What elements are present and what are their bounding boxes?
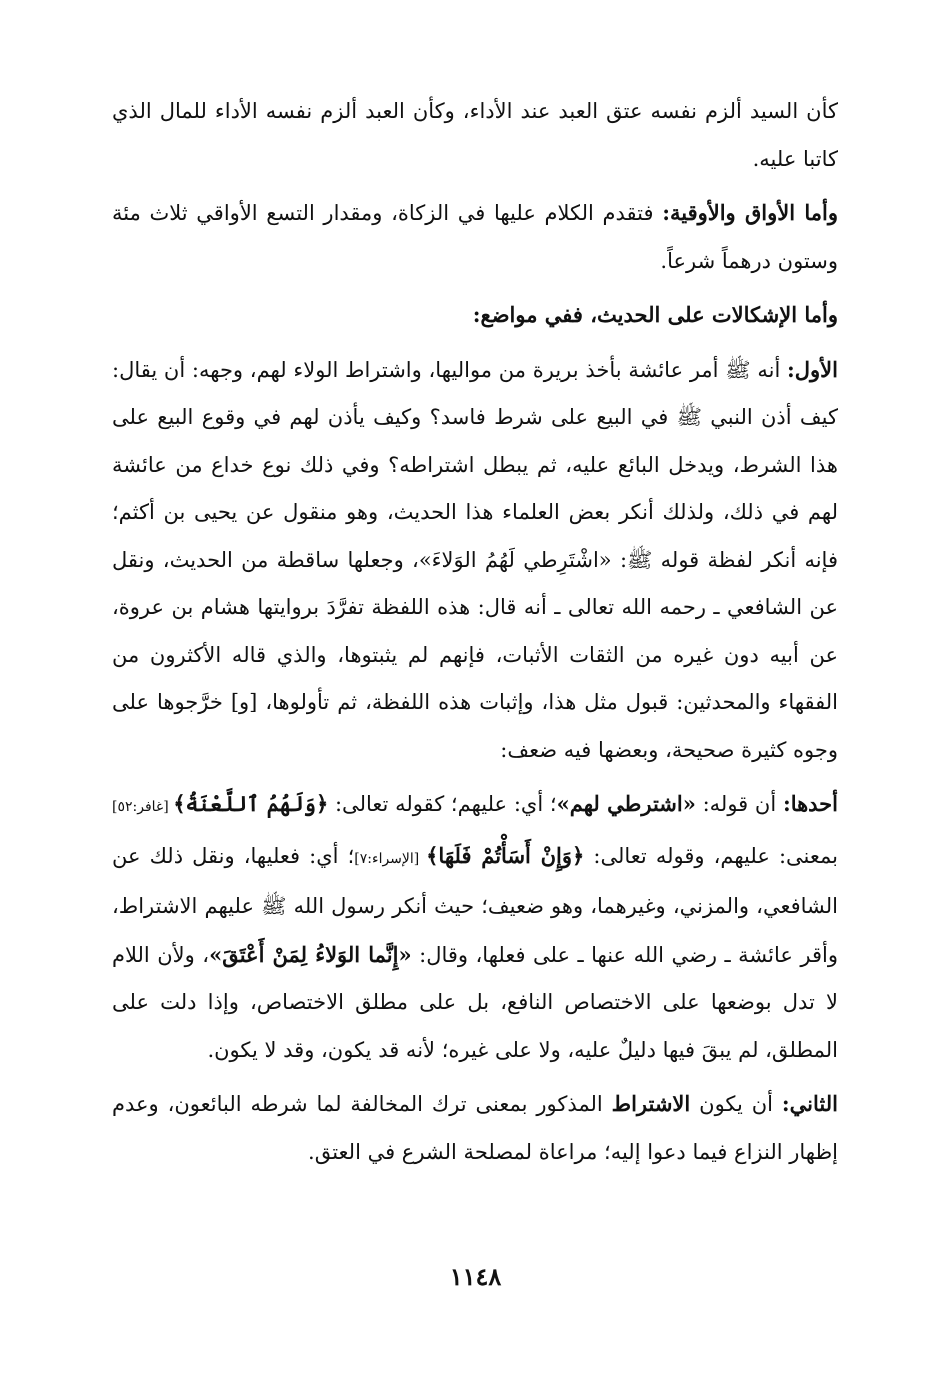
hadith-quote: «إِنَّما الوَلاءُ لِمَنْ أَعْتَقَ» [209,941,412,967]
paragraph-lead: أحدها: [782,791,839,816]
paragraph-text: أن يكون [690,1092,782,1116]
paragraph-text: المذكور بمعنى ترك المخالفة لما شرطه البائعون، وعدم إظهار النزاع فيما دعوا إليه؛ مراعاة لمصلحة الشرع في العتق. [112,1092,838,1164]
verse-reference: [الإسراء:٧] [354,850,427,867]
page-number: ١١٤٨ [449,1262,502,1291]
quran-quote: ﴿وَلَهُمُ ٱللَّعْنَةُ﴾ [173,791,329,816]
paragraph-ahaduha [112,780,838,1074]
paragraph-thani [112,1080,838,1176]
paragraph-awaq [112,189,838,285]
paragraph-text: كأن السيد ألزم نفسه عتق العبد عند الأداء، وكأن العبد ألزم نفسه الأداء للمال الذي كاتبا عليه. [112,99,838,171]
paragraph-lead: وأما الأواق والأوقية: [662,200,838,225]
emphasis-word: الاشتراط [611,1091,691,1116]
paragraph-intro [112,88,838,183]
verse-reference: [غافر:٥٢] [112,799,174,815]
paragraph-ishkalat-heading [112,291,838,340]
paragraph-text: ؛ أي: عليهم؛ كقوله تعالى: [328,792,557,816]
paragraph-text: ؛ أي: فعليها، ونقل ذلك عن الشافعي، والمزني، وغيرهما، وهو ضعيف؛ حيث أنكر رسول الله ﷺ عليهم الاشتراط، وأقر عائشة ـ رضي الله عنها ـ على فعلها، وقال: [112,843,838,967]
paragraph-text: أن قوله: [695,792,783,816]
paragraph-lead: الأول: [787,356,838,382]
paragraph-text: أنه ﷺ أمر عائشة بأخذ بريرة من مواليها، واشتراط الولاء لهم، وجهه: أن يقال: كيف أذن النبي ﷺ في البيع على شرط فاسد؟ وكيف يأذن لهم في وقوع البيع على هذا الشرط، ويدخل البائع عليه، ثم يبطل اشتراطه؟ وفي ذلك نوع خداع من عائشة لهم في ذلك، ولذلك أنكر بعض العلماء هذا الحديث، وهو منقول عن يحيى بن أكثم؛ فإنه أنكر لفظة قوله ﷺ: «اشْتَرِطي لَهُمُ الوَلاءَ»، وجعلها ساقطة من الحديث، ونقل عن الشافعي ـ رحمه الله تعالى ـ أنه قال: هذه اللفظة تفرَّدَ بروايتها هشام بن عروة، عن أبيه دون غيره من الثقات الأثبات، فإنهم لم يثبتوها، والذي قاله الأكثرون من الفقهاء والمحدثين: قبول مثل هذا، وإثبات هذه اللفظة، ثم تأولوها، [و] خرَّجوها على وجوه كثيرة صحيحة، وبعضها فيه ضعف: [112,357,838,762]
page-body [112,88,838,1176]
section-heading: وأما الإشكالات على الحديث، ففي مواضع: [472,302,838,327]
paragraph-first [112,346,838,775]
paragraph-text: فتقدم الكلام عليها في الزكاة، ومقدار التسع الأواقي ثلاث مئة وستون درهماً شرعاً. [112,201,838,273]
quran-quote: ﴿وَإِنْ أَسَأْتُمْ فَلَهَا﴾ [426,842,585,868]
paragraph-text: بمعنى: عليهم، وقوله تعالى: [584,843,838,868]
hadith-quote: «اشترطي لهم» [556,791,696,816]
paragraph-lead: الثاني: [781,1091,838,1116]
paragraph-text: ، ولأن اللام لا تدل بوضعها على الاختصاص النافع، بل على مطلق الاختصاص، وإذا دلت على المطلق، لم يبقَ فيها دليلٌ عليه، ولا على غيره؛ لأنه قد يكون، وقد لا يكون. [112,942,838,1062]
